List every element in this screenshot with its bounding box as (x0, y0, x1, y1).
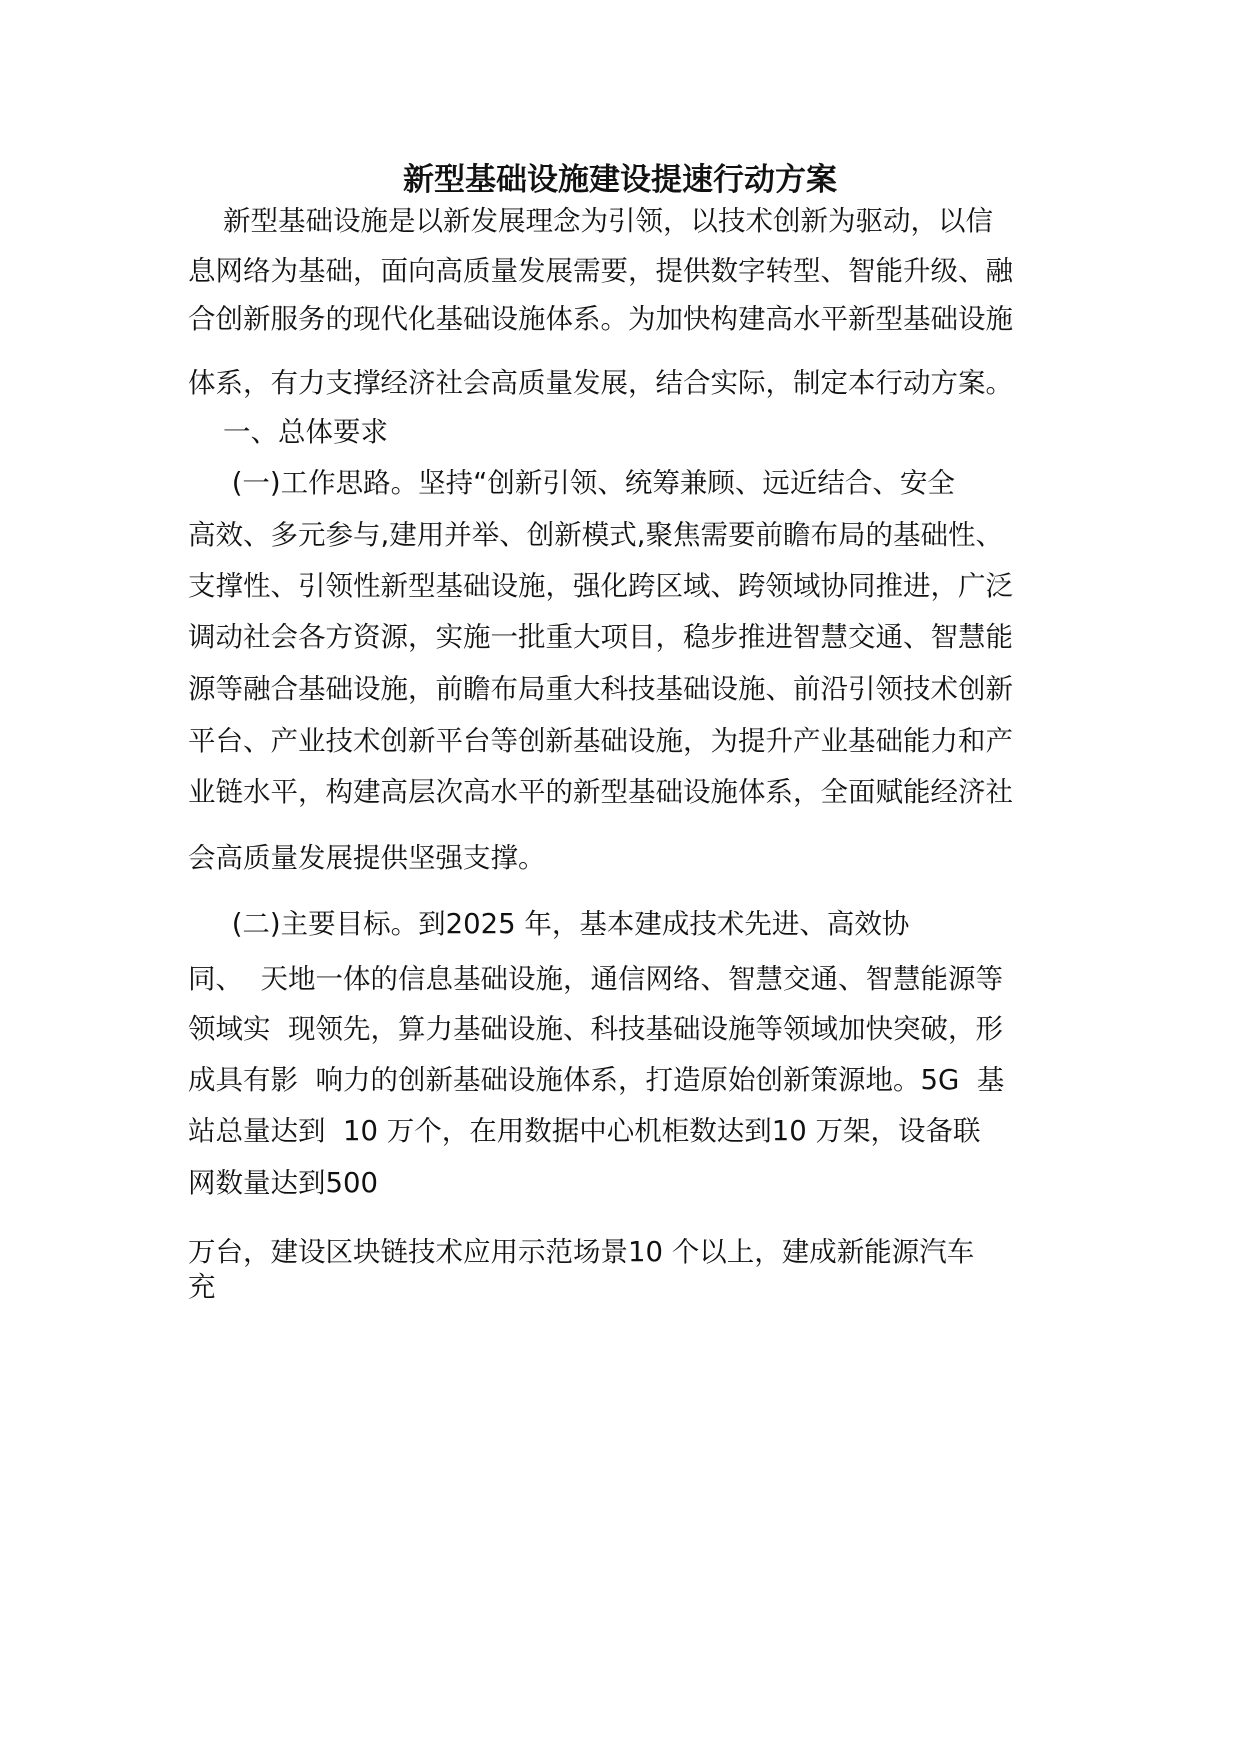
paragraph-line: 息网络为基础，面向高质量发展需要，提供数字转型、智能升级、融 (188, 255, 1013, 287)
paragraph-line: 源等融合基础设施，前瞻布局重大科技基础设施、前沿引领技术创新 (188, 673, 1013, 705)
paragraph-line: 同、 天地一体的信息基础设施，通信网络、智慧交通、智慧能源等 (188, 963, 1003, 995)
paragraph-line: 平台、产业技术创新平台等创新基础设施，为提升产业基础能力和产 (188, 725, 1013, 757)
document-title: 新型基础设施建设提速行动方案 (403, 162, 837, 198)
paragraph-line: 会高质量发展提供坚强支撑。 (188, 842, 546, 874)
paragraph-line: 网数量达到500 (188, 1167, 378, 1199)
paragraph-line: 充 (188, 1271, 216, 1303)
paragraph-line: 成具有影 响力的创新基础设施体系，打造原始创新策源地。5G 基 (188, 1064, 1005, 1096)
paragraph-line: 新型基础设施是以新发展理念为引领，以技术创新为驱动，以信 (188, 205, 993, 237)
paragraph-line: 业链水平，构建高层次高水平的新型基础设施体系，全面赋能经济社 (188, 776, 1013, 808)
paragraph-line: 万台，建设区块链技术应用示范场景10 个以上，建成新能源汽车 (188, 1236, 975, 1268)
paragraph-line: 支撑性、引领性新型基础设施，强化跨区域、跨领域协同推进，广泛 (188, 570, 1013, 602)
paragraph-line: 领域实 现领先，算力基础设施、科技基础设施等领域加快突破，形 (188, 1013, 1003, 1045)
paragraph-line: 调动社会各方资源，实施一批重大项目，稳步推进智慧交通、智慧能 (188, 621, 1013, 653)
paragraph-line: 高效、多元参与,建用并举、创新模式,聚焦需要前瞻布局的基础性、 (188, 519, 1003, 551)
section-heading: 一、总体要求 (188, 416, 388, 448)
paragraph-line: (一)工作思路。坚持“创新引领、统筹兼顾、远近结合、安全 (188, 467, 955, 499)
paragraph-line: (二)主要目标。到2025 年，基本建成技术先进、高效协 (188, 908, 910, 940)
paragraph-line: 合创新服务的现代化基础设施体系。为加快构建高水平新型基础设施 (188, 303, 1013, 335)
paragraph-line: 体系，有力支撑经济社会高质量发展，结合实际，制定本行动方案。 (188, 367, 1013, 399)
paragraph-line: 站总量达到 10 万个，在用数据中心机柜数达到10 万架，设备联 (188, 1115, 981, 1147)
